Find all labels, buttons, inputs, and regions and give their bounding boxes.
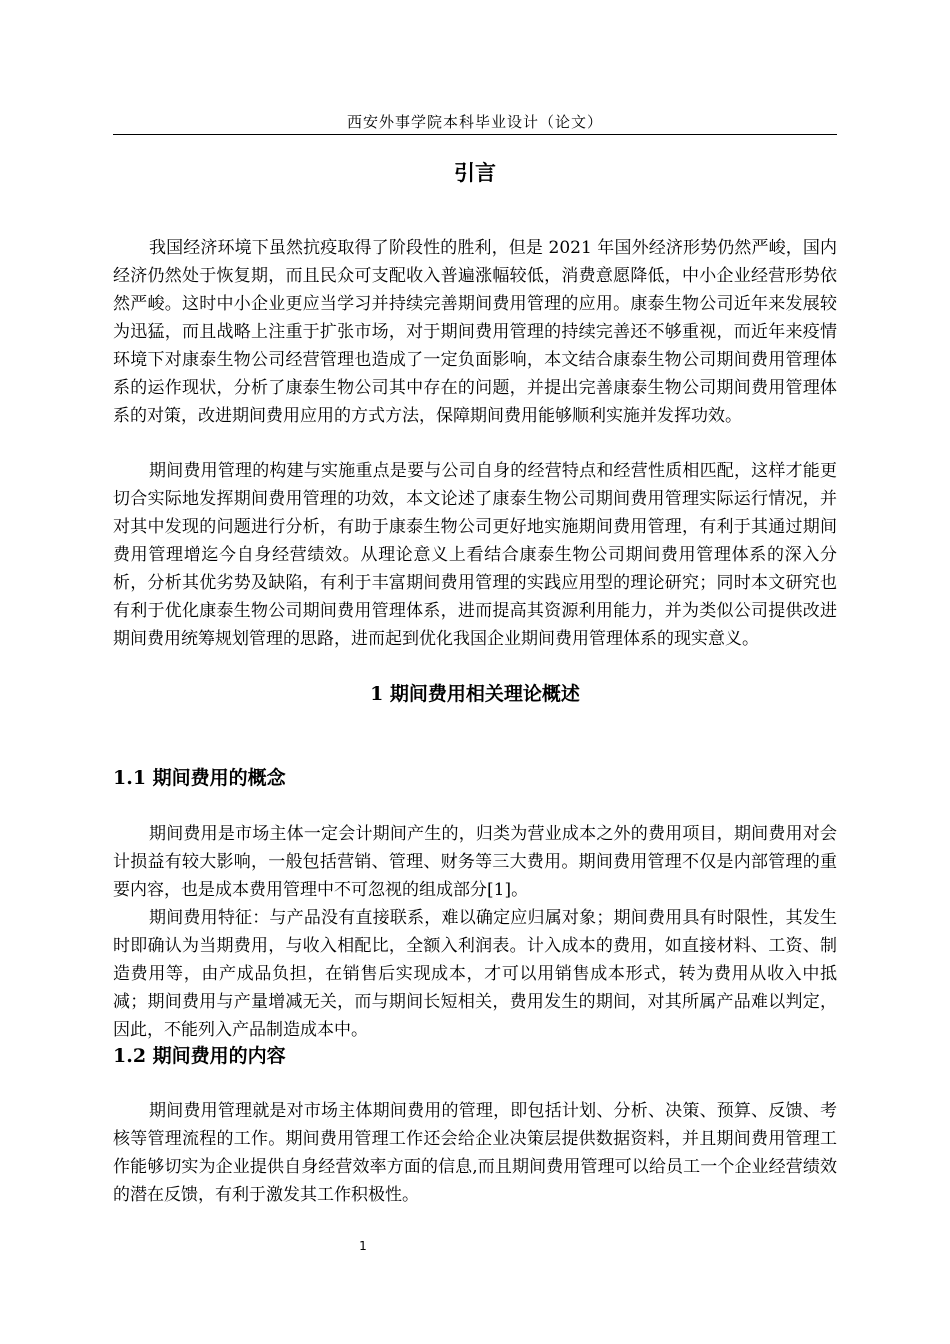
section-1-1-paragraph-2: 期间费用特征：与产品没有直接联系，难以确定应归属对象；期间费用具有时限性，其发生时即确认为当期费用，与收入相配比，全额入利润表。计入成本的费用，如直接材料、工资、制造费用等，由产成品负担，在销售后实现成本，才可以用销售成本形式，转为费用从收入中抵减；期间费用与产量增减无关，而与期间长短相关，费用发生的期间，对其所属产品难以判定，因此，不能列入产品制造成本中。 bbox=[113, 908, 837, 1040]
section-title-1-2: 1.2 期间费用的内容 bbox=[113, 1045, 286, 1067]
page-number: 1 bbox=[359, 1239, 367, 1253]
section-1-1-paragraph-1: 期间费用是市场主体一定会计期间产生的，归类为营业成本之外的费用项目，期间费用对会计损益有较大影响，一般包括营销、管理、财务等三大费用。期间费用管理不仅是内部管理的重要内容，也是成本费用管理中不可忽视的组成部分[1]。 bbox=[113, 824, 837, 900]
section-1-2-paragraph-1: 期间费用管理就是对市场主体期间费用的管理，即包括计划、分析、决策、预算、反馈、考核等管理流程的工作。期间费用管理工作还会给企业决策层提供数据资料，并且期间费用管理工作能够切实为企业提供自身经营效率方面的信息,而且期间费用管理可以给员工一个企业经营绩效的潜在反馈，有利于激发其工作积极性。 bbox=[113, 1101, 837, 1205]
intro-paragraph-1: 我国经济环境下虽然抗疫取得了阶段性的胜利，但是 2021 年国外经济形势仍然严峻，国内经济仍然处于恢复期，而且民众可支配收入普遍涨幅较低，消费意愿降低，中小企业经营形势依然严峻。这时中小企业更应当学习并持续完善期间费用管理的应用。康泰生物公司近年来发展较为迅猛，而且战略上注重于扩张市场，对于期间费用管理的持续完善还不够重视，而近年来疫情环境下对康泰生物公司经营管理也造成了一定负面影响，本文结合康泰生物公司期间费用管理体系的运作现状，分析了康泰生物公司其中存在的问题，并提出完善康泰生物公司期间费用管理体系的对策，改进期间费用应用的方式方法，保障期间费用能够顺利实施并发挥功效。 bbox=[113, 238, 837, 426]
section-title-1-1: 1.1 期间费用的概念 bbox=[113, 767, 286, 789]
header-rule bbox=[113, 134, 837, 135]
intro-paragraph-2: 期间费用管理的构建与实施重点是要与公司自身的经营特点和经营性质相匹配，这样才能更切合实际地发挥期间费用管理的功效，本文论述了康泰生物公司期间费用管理实际运行情况，并对其中发现的问题进行分析，有助于康泰生物公司更好地实施期间费用管理，有利于其通过期间费用管理增迄今自身经营绩效。从理论意义上看结合康泰生物公司期间费用管理体系的深入分析，分析其优劣势及缺陷，有利于丰富期间费用管理的实践应用型的理论研究；同时本文研究也有利于优化康泰生物公司期间费用管理体系，进而提高其资源利用能力，并为类似公司提供改进期间费用统筹规划管理的思路，进而起到优化我国企业期间费用管理体系的现实意义。 bbox=[113, 461, 837, 649]
page-header: 西安外事学院本科毕业设计（论文） bbox=[346, 113, 603, 131]
intro-title: 引言 bbox=[454, 161, 496, 185]
chapter-title: 1 期间费用相关理论概述 bbox=[370, 683, 580, 705]
